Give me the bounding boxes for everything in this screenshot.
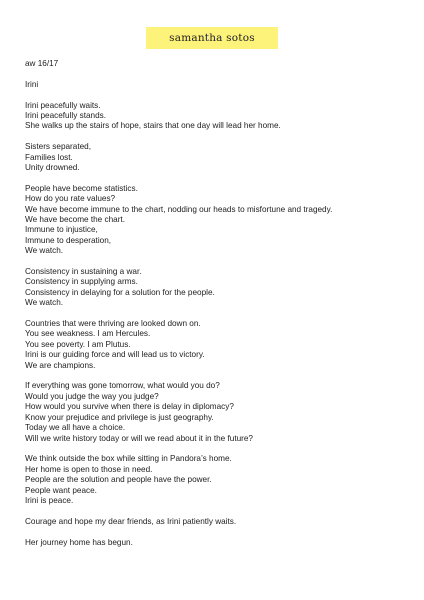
poem-line: We are champions. [25,360,96,370]
poem-title: Irini [25,79,39,89]
poem-line: How would you survive when there is delay in diplomacy? [25,402,234,412]
poem-line: We have become immune to the chart, nodding our heads to misfortune and tragedy. [25,204,333,214]
stanza [25,538,415,548]
poem-line: You see weakness. I am Hercules. [25,329,151,339]
poem-line: People have become statistics. [25,183,138,193]
poem-line: Irini is peace. [25,495,74,505]
spacer [25,90,415,100]
poem-line: Irini peacefully waits. [25,100,101,110]
stanza-gap [25,257,415,267]
poem-line: People want peace. [25,485,97,495]
poem-line: Know your prejudice and privilege is just geography. [25,412,214,422]
poem-line: Courage and hope my dear friends, as Irini patiently waits. [25,516,237,526]
poem-line: Families lost. [25,152,73,162]
poem-line: Countries that were thriving are looked down on. [25,319,201,329]
poem-line: People are the solution and people have the power. [25,475,212,485]
stanza-gap [25,371,415,381]
poem-body [25,101,415,548]
poem-line: Consistency in supplying arms. [25,277,138,287]
poem-line: Irini peacefully stands. [25,111,107,120]
poem-line: If everything was gone tomorrow, what would you do? [25,381,220,391]
stanza [25,454,415,506]
class-code: aw 16/17 [25,59,59,68]
stanza [25,319,415,371]
poem-line: Would you judge the way you judge? [25,391,159,401]
poem-line: Her home is open to those in need. [25,464,153,474]
stanza [25,517,415,527]
poem-line: Unity drowned. [25,163,80,173]
poem-line: Consistency in delaying for a solution for the people. [25,287,215,297]
poem-line: You see poverty. I am Plutus. [25,339,131,349]
author-name: samantha sotos [169,32,255,44]
poem-document [25,59,415,548]
stanza-gap [25,132,415,142]
poem-line: Irini is our guiding force and will lead us to victory. [25,350,205,360]
stanza [25,381,415,443]
stanza-gap [25,527,415,537]
stanza-gap [25,444,415,454]
spacer [25,69,415,79]
poem-line: We watch. [25,298,64,308]
stanza-gap [25,173,415,183]
poem-line: Sisters separated, [25,142,91,152]
stanza [25,267,415,309]
poem-line: We think outside the box while sitting in Pandora’s home. [25,454,232,464]
poem-line: We have become the chart. [25,215,125,225]
poem-line: We watch. [25,246,64,256]
poem-line: Immune to injustice, [25,225,98,235]
stanza [25,142,415,173]
poem-line: Consistency in sustaining a war. [25,267,142,277]
stanza-gap [25,309,415,319]
poem-line: How do you rate values? [25,194,116,204]
stanza-gap [25,506,415,516]
poem-line: Her journey home has begun. [25,537,133,547]
author-name-banner [146,27,278,49]
poem-line: She walks up the stairs of hope, stairs that one day will lead her home. [25,121,281,131]
stanza [25,184,415,257]
poem-line: Immune to desperation, [25,235,112,245]
poem-line: Today we all have a choice. [25,423,126,433]
poem-line: Will we write history today or will we read about it in the future? [25,433,253,443]
stanza [25,101,415,132]
